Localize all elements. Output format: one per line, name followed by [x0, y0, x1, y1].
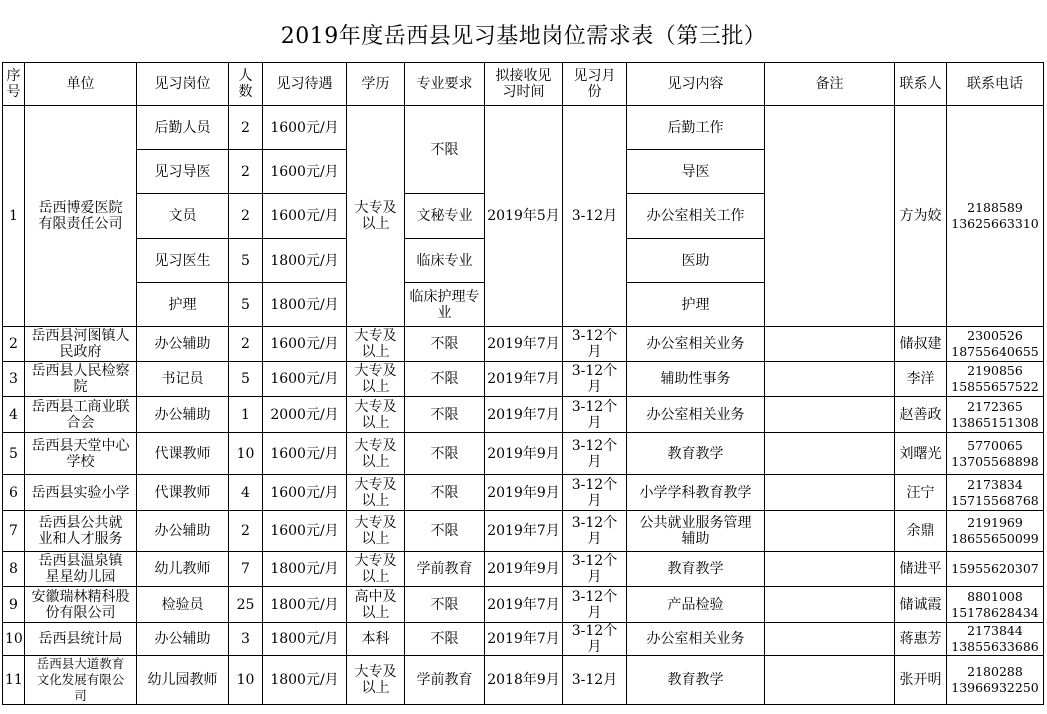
seq-cell: 6	[3, 475, 25, 511]
count-cell: 5	[229, 283, 263, 327]
time-cell: 2019年7月	[485, 397, 563, 433]
major-cell: 不限	[405, 106, 485, 194]
pay-cell: 1600元/月	[263, 106, 347, 150]
phone-cell: 2173834 15715568768	[947, 475, 1044, 511]
time-cell: 2019年9月	[485, 552, 563, 587]
edu-cell: 大专及 以上	[347, 475, 405, 511]
unit-cell: 岳西县大道教育 文化发展有限公 司	[25, 656, 137, 705]
months-cell: 3-12个 月	[563, 511, 627, 552]
position-cell: 护理	[137, 283, 229, 327]
position-cell: 办公辅助	[137, 327, 229, 362]
pay-cell: 1600元/月	[263, 150, 347, 194]
pay-cell: 1800元/月	[263, 239, 347, 283]
seq-cell: 10	[3, 623, 25, 656]
phone-cell: 2188589 13625663310	[947, 106, 1044, 327]
pay-cell: 1600元/月	[263, 327, 347, 362]
count-cell: 2	[229, 150, 263, 194]
unit-cell: 岳西县河图镇人 民政府	[25, 327, 137, 362]
count-cell: 10	[229, 656, 263, 705]
pay-cell: 1600元/月	[263, 511, 347, 552]
header-position: 见习岗位	[137, 63, 229, 106]
major-cell: 学前教育	[405, 656, 485, 705]
time-cell: 2019年7月	[485, 511, 563, 552]
table-row	[3, 552, 1044, 587]
unit-cell: 岳西县统计局	[25, 623, 137, 656]
edu-cell: 高中及 以上	[347, 587, 405, 623]
header-row	[3, 63, 1044, 106]
months-cell: 3-12月	[563, 106, 627, 327]
months-cell: 3-12个月	[563, 552, 627, 587]
header-content: 见习内容	[627, 63, 765, 106]
count-cell: 2	[229, 194, 263, 239]
time-cell: 2019年7月	[485, 587, 563, 623]
count-cell: 25	[229, 587, 263, 623]
edu-cell: 大专及 以上	[347, 106, 405, 327]
header-phone: 联系电话	[947, 63, 1044, 106]
edu-cell: 大专及 以上	[347, 362, 405, 397]
header-unit: 单位	[25, 63, 137, 106]
note-cell	[765, 327, 895, 362]
time-cell: 2019年9月	[485, 475, 563, 511]
phone-cell: 8801008 15178628434	[947, 587, 1044, 623]
seq-cell: 2	[3, 327, 25, 362]
major-cell: 临床护理专 业	[405, 283, 485, 327]
months-cell: 3-12个月	[563, 587, 627, 623]
edu-cell: 大专及 以上	[347, 511, 405, 552]
position-cell: 文员	[137, 194, 229, 239]
months-cell: 3-12个月	[563, 433, 627, 475]
pay-cell: 1800元/月	[263, 587, 347, 623]
header-months: 见习月 份	[563, 63, 627, 106]
pay-cell: 1600元/月	[263, 433, 347, 475]
table-row	[3, 587, 1044, 623]
position-cell: 办公辅助	[137, 511, 229, 552]
contact-cell: 蒋惠芳	[895, 623, 947, 656]
pay-cell: 1800元/月	[263, 552, 347, 587]
months-cell: 3-12个月	[563, 475, 627, 511]
table-row	[3, 623, 1044, 656]
position-cell: 幼儿园教师	[137, 656, 229, 705]
edu-cell: 大专及 以上	[347, 327, 405, 362]
major-cell: 不限	[405, 587, 485, 623]
note-cell	[765, 656, 895, 705]
header-major: 专业要求	[405, 63, 485, 106]
major-cell: 临床专业	[405, 239, 485, 283]
pay-cell: 2000元/月	[263, 397, 347, 433]
table-row	[3, 327, 1044, 362]
unit-cell: 岳西县实验小学	[25, 475, 137, 511]
count-cell: 3	[229, 623, 263, 656]
time-cell: 2019年7月	[485, 362, 563, 397]
months-cell: 3-12个月	[563, 623, 627, 656]
major-cell: 不限	[405, 362, 485, 397]
phone-cell: 5770065 13705568898	[947, 433, 1044, 475]
unit-cell: 岳西县公共就 业和人才服务	[25, 511, 137, 552]
table-row	[3, 433, 1044, 475]
seq-cell: 9	[3, 587, 25, 623]
major-cell: 不限	[405, 327, 485, 362]
content-cell: 公共就业服务管理 辅助	[627, 511, 765, 552]
note-cell	[765, 106, 895, 327]
contact-cell: 汪宁	[895, 475, 947, 511]
months-cell: 3-12个月	[563, 362, 627, 397]
major-cell: 不限	[405, 623, 485, 656]
time-cell: 2019年7月	[485, 623, 563, 656]
page-title: 2019年度岳西县见习基地岗位需求表（第三批）	[280, 24, 767, 49]
seq-cell: 8	[3, 552, 25, 587]
edu-cell: 大专及 以上	[347, 656, 405, 705]
header-count: 人 数	[229, 63, 263, 106]
seq-cell: 5	[3, 433, 25, 475]
table-row	[3, 106, 1044, 150]
time-cell: 2019年9月	[485, 433, 563, 475]
contact-cell: 方为姣	[895, 106, 947, 327]
contact-cell: 储叔建	[895, 327, 947, 362]
pay-cell: 1800元/月	[263, 656, 347, 705]
count-cell: 5	[229, 239, 263, 283]
content-cell: 医助	[627, 239, 765, 283]
edu-cell: 本科	[347, 623, 405, 656]
unit-cell: 岳西博爱医院 有限责任公司	[25, 106, 137, 327]
seq-cell: 7	[3, 511, 25, 552]
content-cell: 导医	[627, 150, 765, 194]
unit-cell: 岳西县天堂中心 学校	[25, 433, 137, 475]
content-cell: 小学学科教育教学	[627, 475, 765, 511]
major-cell: 不限	[405, 433, 485, 475]
edu-cell: 大专及 以上	[347, 397, 405, 433]
position-cell: 办公辅助	[137, 397, 229, 433]
position-cell: 见习医生	[137, 239, 229, 283]
position-cell: 检验员	[137, 587, 229, 623]
major-cell: 文秘专业	[405, 194, 485, 239]
content-cell: 辅助性事务	[627, 362, 765, 397]
edu-cell: 大专及 以上	[347, 433, 405, 475]
unit-cell: 岳西县温泉镇 星星幼儿园	[25, 552, 137, 587]
contact-cell: 储诚霞	[895, 587, 947, 623]
pay-cell: 1600元/月	[263, 475, 347, 511]
seq-cell: 1	[3, 106, 25, 327]
position-cell: 见习导医	[137, 150, 229, 194]
months-cell: 3-12个月	[563, 397, 627, 433]
contact-cell: 余鼎	[895, 511, 947, 552]
edu-cell: 大专及 以上	[347, 552, 405, 587]
note-cell	[765, 511, 895, 552]
phone-cell: 2191969 18655650099	[947, 511, 1044, 552]
unit-cell: 岳西县工商业联 合会	[25, 397, 137, 433]
count-cell: 1	[229, 397, 263, 433]
content-cell: 护理	[627, 283, 765, 327]
major-cell: 不限	[405, 397, 485, 433]
content-cell: 产品检验	[627, 587, 765, 623]
count-cell: 2	[229, 511, 263, 552]
major-cell: 不限	[405, 475, 485, 511]
header-time: 拟接收见 习时间	[485, 63, 563, 106]
months-cell: 3-12月	[563, 656, 627, 705]
content-cell: 后勤工作	[627, 106, 765, 150]
unit-cell: 岳西县人民检察 院	[25, 362, 137, 397]
header-edu: 学历	[347, 63, 405, 106]
note-cell	[765, 362, 895, 397]
count-cell: 2	[229, 106, 263, 150]
table-row	[3, 362, 1044, 397]
seq-cell: 4	[3, 397, 25, 433]
content-cell: 教育教学	[627, 656, 765, 705]
unit-cell: 安徽瑞林精科股 份有限公司	[25, 587, 137, 623]
major-cell: 学前教育	[405, 552, 485, 587]
position-cell: 代课教师	[137, 475, 229, 511]
note-cell	[765, 552, 895, 587]
position-cell: 后勤人员	[137, 106, 229, 150]
time-cell: 2019年7月	[485, 327, 563, 362]
note-cell	[765, 623, 895, 656]
count-cell: 10	[229, 433, 263, 475]
note-cell	[765, 475, 895, 511]
table-row	[3, 475, 1044, 511]
contact-cell: 张开明	[895, 656, 947, 705]
position-cell: 书记员	[137, 362, 229, 397]
content-cell: 教育教学	[627, 552, 765, 587]
time-cell: 2019年5月	[485, 106, 563, 327]
note-cell	[765, 433, 895, 475]
requirement-table	[2, 62, 1044, 705]
time-cell: 2018年9月	[485, 656, 563, 705]
header-seq: 序 号	[3, 63, 25, 106]
content-cell: 办公室相关工作	[627, 194, 765, 239]
content-cell: 办公室相关业务	[627, 623, 765, 656]
pay-cell: 1800元/月	[263, 283, 347, 327]
contact-cell: 刘曙光	[895, 433, 947, 475]
phone-cell: 2300526 18755640655	[947, 327, 1044, 362]
header-contact: 联系人	[895, 63, 947, 106]
content-cell: 教育教学	[627, 433, 765, 475]
phone-cell: 2180288 13966932250	[947, 656, 1044, 705]
count-cell: 4	[229, 475, 263, 511]
contact-cell: 储进平	[895, 552, 947, 587]
table-row	[3, 656, 1044, 705]
pay-cell: 1600元/月	[263, 362, 347, 397]
content-cell: 办公室相关业务	[627, 397, 765, 433]
phone-cell: 2190856 15855657522	[947, 362, 1044, 397]
header-pay: 见习待遇	[263, 63, 347, 106]
note-cell	[765, 397, 895, 433]
table-row	[3, 511, 1044, 552]
position-cell: 代课教师	[137, 433, 229, 475]
contact-cell: 李洋	[895, 362, 947, 397]
pay-cell: 1600元/月	[263, 194, 347, 239]
months-cell: 3-12个月	[563, 327, 627, 362]
major-cell: 不限	[405, 511, 485, 552]
pay-cell: 1800元/月	[263, 623, 347, 656]
seq-cell: 11	[3, 656, 25, 705]
contact-cell: 赵善政	[895, 397, 947, 433]
content-cell: 办公室相关业务	[627, 327, 765, 362]
seq-cell: 3	[3, 362, 25, 397]
table-row	[3, 397, 1044, 433]
phone-cell: 2172365 13865151308	[947, 397, 1044, 433]
count-cell: 2	[229, 327, 263, 362]
count-cell: 5	[229, 362, 263, 397]
phone-cell: 2173844 13855633686	[947, 623, 1044, 656]
position-cell: 幼儿教师	[137, 552, 229, 587]
count-cell: 7	[229, 552, 263, 587]
note-cell	[765, 587, 895, 623]
header-note: 备注	[765, 63, 895, 106]
phone-cell: 15955620307	[947, 552, 1044, 587]
position-cell: 办公辅助	[137, 623, 229, 656]
